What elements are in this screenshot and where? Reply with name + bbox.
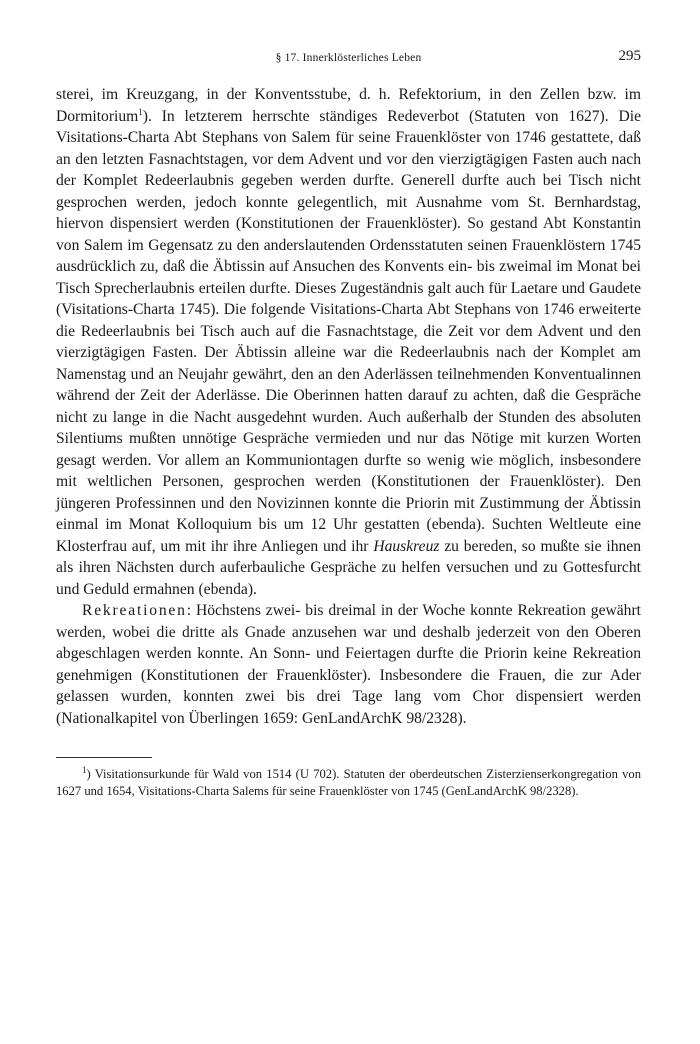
- body-text: [56, 84, 641, 729]
- footnote-text: ) Visitationsurkunde für Wald von 1514 (U 702). Statuten der oberdeutschen Zisterzienserkongregation von 1627 und 1654, Visitations-Charta Salems für seine Frauenklöster von 1745 (GenLandArchK 98/2328).: [56, 767, 641, 798]
- italic-term: Hauskreuz: [373, 537, 440, 555]
- paragraph-text: ). In letzterem herrschte ständiges Redeverbot (Statuten von 1627). Die Visitations-Charta Abt Stephans von Salem für seine Frauenklöster von 1746 gestattete, daß an den letzten Fasnachtstagen, vor dem Advent und vor den vierzigtägigen Fasten auch nach der Komplet Redeerlaubnis gegeben werden durfte. Generell durfte auch bei Tisch nicht gesprochen werden, jedoch konnte gelegentlich, mit Ausnahme vom St. Bernhardstag, hiervon dispensiert werden (Konstitutionen der Frauenklöster). So gestand Abt Konstantin von Salem im Gegensatz zu den anderslautenden Ordensstatuten seinen Frauenklöstern 1745 ausdrücklich zu, daß die Äbtissin auf Ansuchen des Konvents ein- bis zweimal im Monat bei Tisch Sprecherlaubnis erteilen durfte. Dieses Zugeständnis galt auch für Laetare und Gaudete (Visitations-Charta 1745). Die folgende Visitations-Charta Abt Stephans von 1746 erweiterte die Redeerlaubnis bei Tisch auch auf die Fasnachtstage, die Zeit vor dem Advent und den vierzigtägigen Fasten. Der Äbtissin alleine war die Redeerlaubnis nach der Komplet am Namenstag und an Neujahr gewährt, den an den Aderlässen teilnehmenden Konventualinnen während der Zeit der Aderlässe. Die Oberinnen hatten darauf zu achten, daß die Gespräche nicht zu lange in die Nacht ausgedehnt wurden. Auch außerhalb der Stunden des absoluten Silentiums mußten unnötige Gespräche vermieden und nur das Nötige mit kurzen Worten gesagt werden. Vor allem an Kommuniontagen durfte so wenig wie möglich, insbesondere mit weltlichen Personen, gesprochen werden (Konstitutionen der Frauenklöster). Den jüngeren Professinnen und den Novizinnen konnte die Priorin mit Zustimmung der Äbtissin einmal im Monat Kolloquium bis um 12 Uhr gestatten (ebenda). Suchten Weltleute eine Klosterfrau auf, um mit ihr ihre Anliegen und ihr: [56, 107, 641, 555]
- footnote-divider: [56, 757, 152, 758]
- paragraph-text: zu bereden, so mußte sie ihnen als ihren Nächsten durch auferbauliche Gespräche zu helfen versuchen und zu Gottesfurcht und Geduld ermahnen (ebenda).: [56, 537, 642, 598]
- page-header: [56, 48, 641, 70]
- footnote-number: 1: [82, 764, 87, 775]
- paragraph-silence: [56, 84, 641, 600]
- footnote-reference: 1: [138, 106, 143, 117]
- running-title: § 17. Innerklösterliches Leben: [275, 52, 422, 64]
- footnote: [56, 766, 641, 800]
- paragraph-text: sterei, im Kreuzgang, in der Konventsstube, d. h. Refektorium, in den Zellen bzw. im Dormitorium: [56, 86, 641, 125]
- section-keyword: Rekreationen: [82, 602, 187, 619]
- paragraph-text: : Höchstens zwei- bis dreimal in der Woche konnte Rekreation gewährt werden, wobei die dritte als Gnade anzusehen war und deshalb jederzeit von den Oberen abgeschlagen werden konnte. An Sonn- und Feiertagen durfte die Priorin keine Rekreation genehmigen (Konstitutionen der Frauenklöster). Insbesondere die Frauen, die zur Ader gelassen wurden, konnten zwei bis drei Tage lang vom Chor dispensiert werden (Nationalkapitel von Überlingen 1659: GenLandArchK 98/2328).: [56, 602, 641, 727]
- book-page: [56, 48, 641, 800]
- paragraph-recreations: [56, 600, 641, 729]
- page-number: 295: [618, 48, 641, 64]
